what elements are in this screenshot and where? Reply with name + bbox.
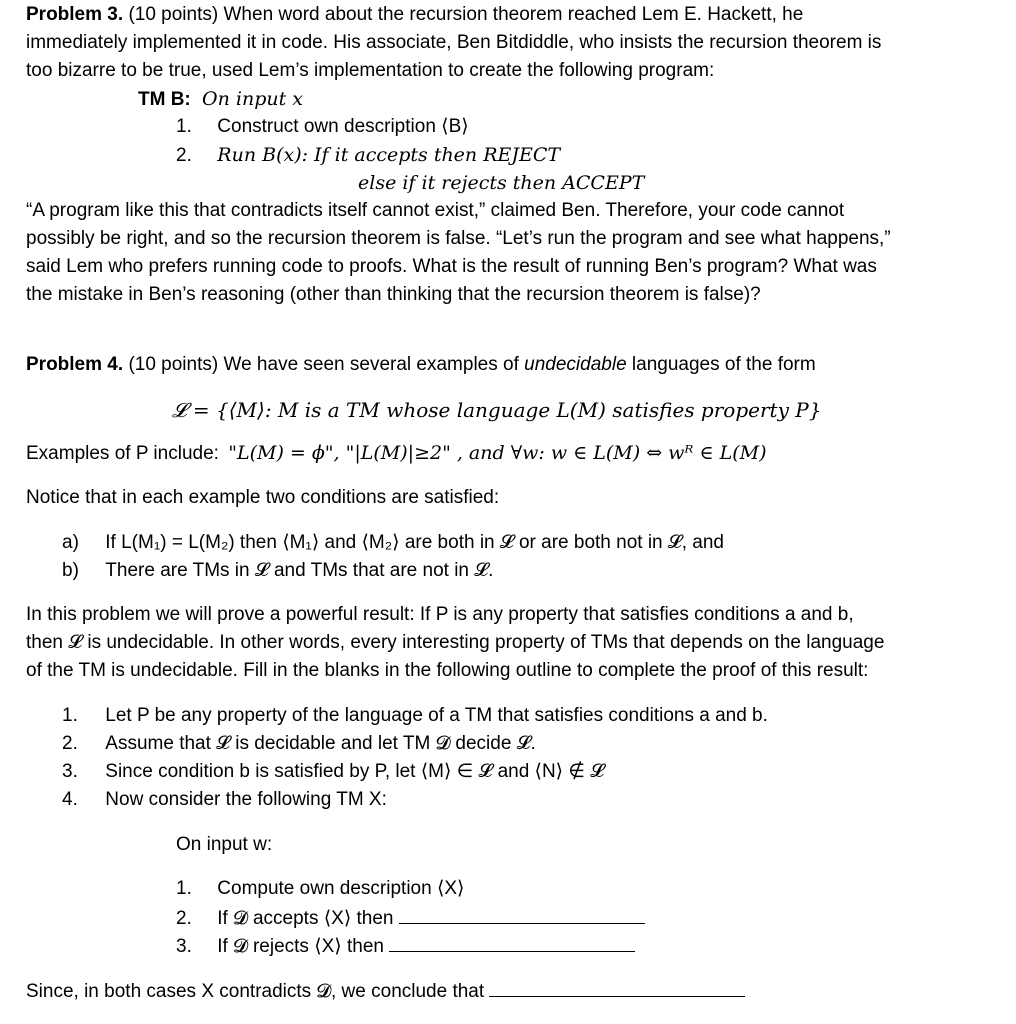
condition-label: b) xyxy=(62,560,79,581)
step-number: 3. xyxy=(176,936,192,957)
step-text: If 𝓓 rejects ⟨X⟩ then xyxy=(217,936,384,957)
tm-b-step-2-else: else if it rejects then ACCEPT xyxy=(358,172,645,194)
tm-x-step-2 xyxy=(176,903,645,933)
problem3-points: (10 points) xyxy=(128,4,219,25)
tm-b-step-2 xyxy=(176,141,560,170)
outline-step-2 xyxy=(62,730,536,758)
result-text-3: of the TM is undecidable. Fill in the blanks in the following outline to complete the proof of this result: xyxy=(26,660,869,681)
step-number: 3. xyxy=(62,761,78,782)
step-number: 2. xyxy=(62,733,78,754)
tm-x-step-1 xyxy=(176,875,464,903)
step-number: 2. xyxy=(176,145,192,166)
problem3-para-3: said Lem who prefers running code to proofs. What is the result of running Ben’s program? What was xyxy=(26,256,877,277)
problem4-intro-b: languages of the form xyxy=(626,354,816,375)
problem3-para-2: possibly be right, and so the recursion theorem is false. “Let’s run the program and see what happens,” xyxy=(26,228,891,249)
tm-x-input: On input w: xyxy=(176,834,273,855)
step-text: Assume that 𝓛 is decidable and let TM 𝓓 decide 𝓛. xyxy=(105,733,536,754)
tm-b-header xyxy=(138,85,303,114)
step-number: 2. xyxy=(176,908,192,929)
problem4-intro-a: We have seen several examples of xyxy=(223,354,525,375)
step-number: 1. xyxy=(176,878,192,899)
problem4-intro xyxy=(26,351,816,379)
step-text: Now consider the following TM X: xyxy=(105,789,387,810)
outline-step-1 xyxy=(62,702,768,730)
step-number: 1. xyxy=(62,705,78,726)
condition-label: a) xyxy=(62,532,79,553)
examples-prefix: Examples of P include: xyxy=(26,443,219,464)
problem4-heading: Problem 4. xyxy=(26,354,124,375)
notice-text: Notice that in each example two conditions are satisfied: xyxy=(26,487,500,508)
condition-a xyxy=(62,529,724,557)
problem4-points: (10 points) xyxy=(128,354,219,375)
problem3-text-1: When word about the recursion theorem reached Lem E. Hackett, he xyxy=(223,4,804,25)
problem3-line1 xyxy=(26,1,803,29)
result-text-1: In this problem we will prove a powerful result: If P is any property that satisfies conditions a and b, xyxy=(26,604,854,625)
problem3-text-2: immediately implemented it in code. His associate, Ben Bitdiddle, who insists the recursion theorem is xyxy=(26,32,882,53)
problem3-para-1: “A program like this that contradicts itself cannot exist,” claimed Ben. Therefore, your code cannot xyxy=(26,200,845,221)
language-definition: 𝓛 = {⟨M⟩: M is a TM whose language L(M) satisfies property P} xyxy=(172,398,822,422)
step-text: Compute own description ⟨X⟩ xyxy=(217,878,465,899)
step-text: Construct own description ⟨B⟩ xyxy=(217,116,469,137)
answer-blank-conclusion[interactable] xyxy=(489,976,745,997)
problem4-intro-em: undecidable xyxy=(524,354,627,375)
step-text: Let P be any property of the language of a TM that satisfies conditions a and b. xyxy=(105,705,768,726)
step-text: Since condition b is satisfied by P, let ⟨M⟩ ∈ 𝓛 and ⟨N⟩ ∉ 𝓛 xyxy=(105,761,605,782)
problem3-heading: Problem 3. xyxy=(26,4,124,25)
conclusion-text: Since, in both cases X contradicts 𝓓, we conclude that xyxy=(26,981,485,1002)
result-text-2: then 𝓛 is undecidable. In other words, every interesting property of TMs that depends on the language xyxy=(26,632,885,653)
step-number: 1. xyxy=(176,116,192,137)
answer-blank-accept[interactable] xyxy=(399,903,645,924)
answer-blank-reject[interactable] xyxy=(389,931,635,952)
step-number: 4. xyxy=(62,789,78,810)
tm-b-input: On input x xyxy=(202,88,304,110)
condition-b xyxy=(62,557,493,585)
examples-line xyxy=(26,439,766,468)
outline-step-3 xyxy=(62,758,604,786)
tm-x-step-3 xyxy=(176,931,635,961)
condition-text: There are TMs in 𝓛 and TMs that are not in 𝓛. xyxy=(105,560,494,581)
examples-math: "L(M) = ϕ", "|L(M)|≥2" , and ∀w: w ∈ L(M) ⇔ wᴿ ∈ L(M) xyxy=(228,442,767,464)
tm-b-label: TM B: xyxy=(138,89,191,110)
outline-step-4 xyxy=(62,786,387,814)
condition-text: If L(M₁) = L(M₂) then ⟨M₁⟩ and ⟨M₂⟩ are both in 𝓛 or are both not in 𝓛, and xyxy=(105,532,724,553)
problem3-para-4: the mistake in Ben’s reasoning (other than thinking that the recursion theorem is false)? xyxy=(26,284,761,305)
step-text: If 𝓓 accepts ⟨X⟩ then xyxy=(217,908,394,929)
tm-b-step-1 xyxy=(176,113,469,141)
problem3-text-3: too bizarre to be true, used Lem’s implementation to create the following program: xyxy=(26,60,715,81)
step-text: Run B(x): If it accepts then REJECT xyxy=(217,144,561,166)
conclusion-line xyxy=(26,976,745,1006)
